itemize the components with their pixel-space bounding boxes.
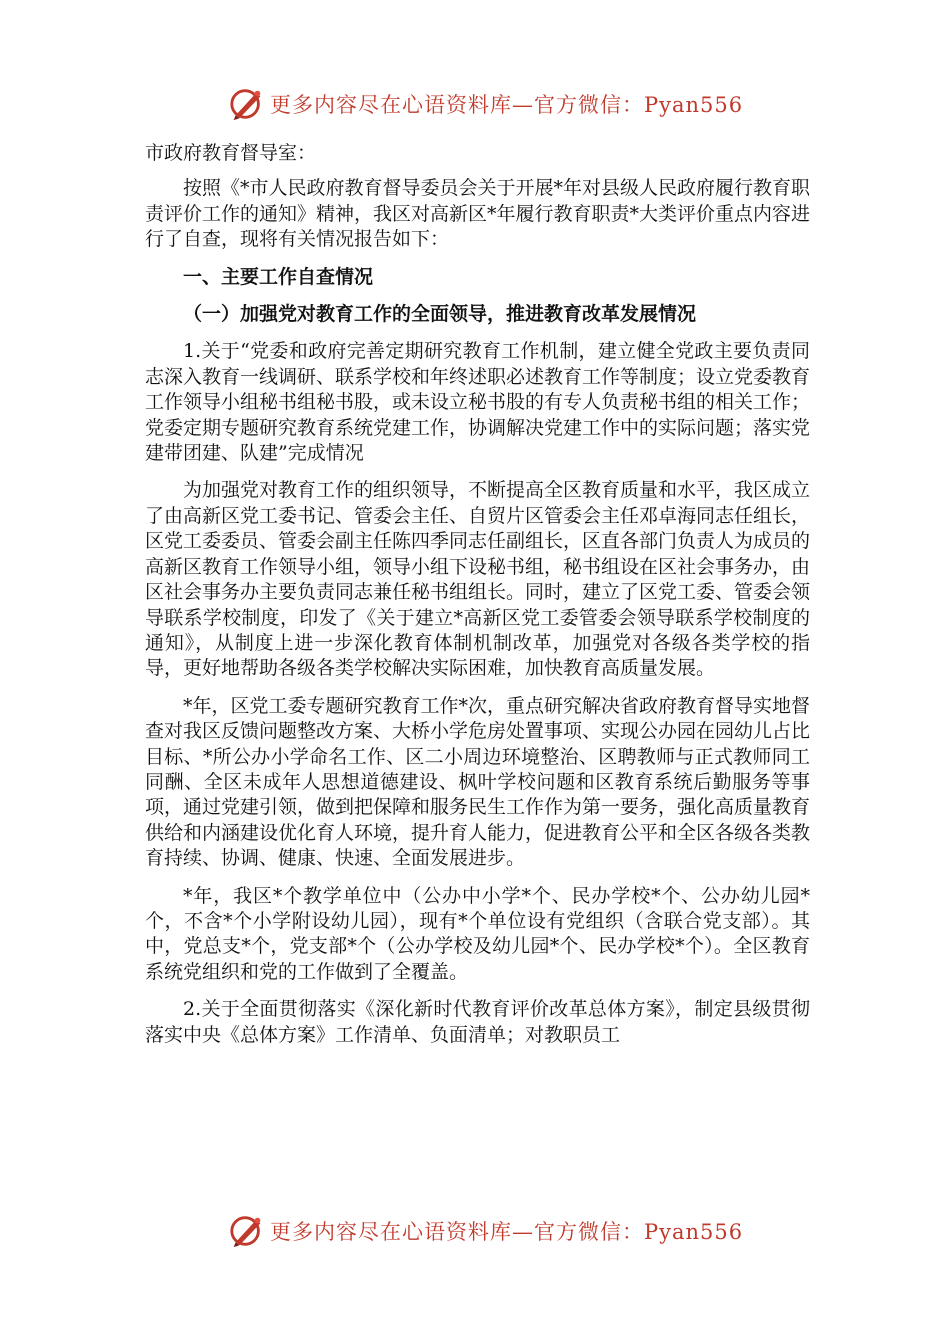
item-paragraph: 2.关于全面贯彻落实《深化新时代教育评价改革总体方案》，制定县级贯彻落实中央《总体方案》工作清单、负面清单；对教职员工 — [145, 998, 810, 1046]
pen-logo-icon — [228, 1212, 266, 1250]
document-body — [145, 141, 810, 1048]
header-banner — [228, 84, 744, 124]
body-paragraph: 为加强党对教育工作的组织领导，不断提高全区教育质量和水平，我区成立了由高新区党工委书记、管委会主任、自贸片区管委会主任邓卓海同志任组长，区党工委委员、管委会副主任陈四季同志任副组长，区直各部门负责人为成员的高新区教育工作领导小组，领导小组下设秘书组，秘书组设在区社会事务办，由区社会事务办主要负责同志兼任秘书组组长。同时，建立了区党工委、管委会领导联系学校制度，印发了《关于建立*高新区党工委管委会领导联系学校制度的通知》，从制度上进一步深化教育体制机制改革，加强党对各级各类学校的指导，更好地帮助各级各类学校解决实际困难，加快教育高质量发展。 — [145, 479, 811, 680]
item-paragraph: 1.关于“党委和政府完善定期研究教育工作机制，建立健全党政主要负责同志深入教育一线调研、联系学校和年终述职必述教育工作等制度；设立党委教育工作领导小组秘书组秘书股，或未设立秘书股的有专人负责秘书组的相关工作；党委定期专题研究教育系统党建工作，协调解决党建工作中的实际问题；落实党建带团建、队建”完成情况 — [145, 340, 811, 465]
body-paragraph: *年，区党工委专题研究教育工作*次，重点研究解决省政府教育督导实地督查对我区反馈问题整改方案、大桥小学危房处置事项、实现公办园在园幼儿占比目标、*所公办小学命名工作、区二小周边环境整治、区聘教师与正式教师同工同酬、全区未成年人思想道德建设、枫叶学校问题和区教育系统后勤服务等事项，通过党建引领，做到把保障和服务民生工作作为第一要务，强化高质量教育供给和内涵建设优化育人环境，提升育人能力，促进教育公平和全区各级各类教育持续、协调、健康、快速、全面发展进步。 — [145, 694, 811, 870]
footer-banner-text: 更多内容尽在心语资料库—官方微信：Pyan556 — [270, 1220, 744, 1244]
intro-paragraph: 按照《*市人民政府教育督导委员会关于开展*年对县级人民政府履行教育职责评价工作的通知》精神，我区对高新区*年履行教育职责*大类评价重点内容进行了自查，现将有关情况报告如下： — [145, 177, 811, 251]
footer-banner — [228, 1211, 744, 1251]
section-heading: 一、主要工作自查情况 — [183, 265, 374, 288]
pen-logo-icon — [228, 85, 266, 123]
subsection-heading: （一）加强党对教育工作的全面领导，推进教育改革发展情况 — [183, 303, 697, 326]
body-paragraph: *年，我区*个教学单位中（公办中小学*个、民办学校*个、公办幼儿园*个，不含*个小学附设幼儿园），现有*个单位设有党组织（含联合党支部）。其中，党总支*个，党支部*个（公办学校及幼儿园*个、民办学校*个）。全区教育系统党组织和党的工作做到了全覆盖。 — [145, 884, 810, 983]
salutation: 市政府教育督导室： — [145, 142, 317, 164]
header-banner-text: 更多内容尽在心语资料库—官方微信：Pyan556 — [270, 93, 744, 117]
